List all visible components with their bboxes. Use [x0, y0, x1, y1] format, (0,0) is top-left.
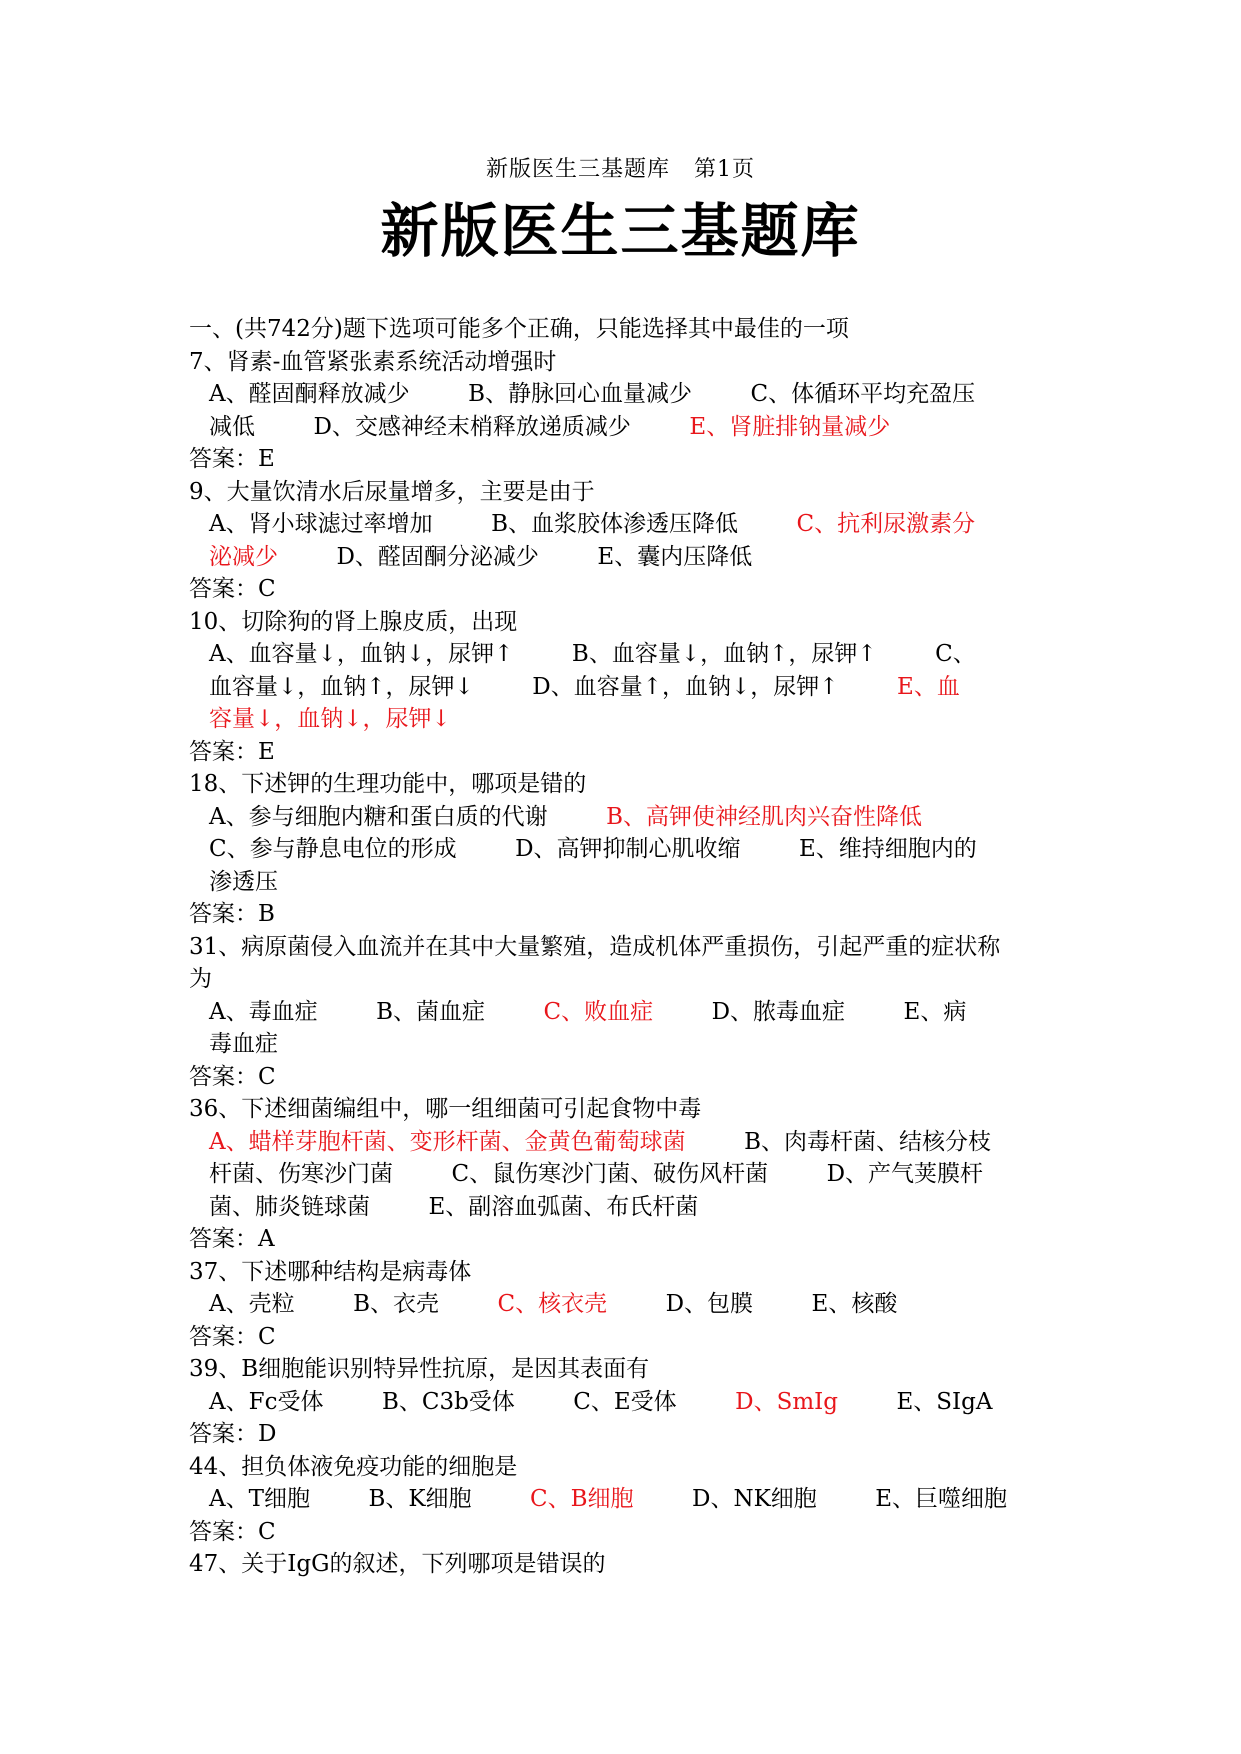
answer-line: 答案：C: [189, 576, 276, 602]
answer-line: 答案：C: [189, 1063, 276, 1090]
option-text: D、NK细胞 E、巨噬细胞: [633, 1486, 1008, 1512]
question-stem: 31、病原菌侵入血流并在其中大量繁殖，造成机体严重损伤，引起严重的症状称: [189, 933, 1001, 960]
option-text: D、脓毒血症 E、病: [653, 998, 967, 1025]
option-text: A、肾小球滤过率增加 B、血浆胶体渗透压降低: [209, 511, 797, 537]
options-line: [189, 411, 1069, 444]
option-text: A、血容量↓，血钠↓，尿钾↑ B、血容量↓，血钠↑，尿钾↑ C、: [209, 641, 976, 667]
header-doc-title: 新版医生三基题库: [485, 157, 670, 182]
option-text: 毒血症: [209, 1031, 278, 1057]
option-text: A、T细胞 B、K细胞: [209, 1486, 531, 1512]
option-text: D、醛固酮分泌减少 E、囊内压降低: [278, 543, 753, 570]
options-line: [189, 1191, 1069, 1224]
correct-option: C、抗利尿激素分: [796, 511, 976, 537]
options-line: [189, 1483, 1069, 1516]
answer-line: 答案：C: [189, 1518, 276, 1545]
question-stem: 7、肾素-血管紧张素系统活动增强时: [189, 348, 557, 375]
correct-option: C、败血症: [543, 998, 654, 1025]
answer-line: 答案：E: [189, 738, 275, 765]
options-line: [189, 541, 1069, 574]
option-text: 杆菌、伤寒沙门菌 C、鼠伤寒沙门菌、破伤风杆菌 D、产气荚膜杆: [209, 1161, 984, 1187]
running-header: [0, 152, 1241, 183]
question-stem: 37、下述哪种结构是病毒体: [189, 1258, 472, 1285]
correct-option: C、核衣壳: [497, 1291, 608, 1317]
options-line: [189, 703, 1069, 736]
question-stem: 9、大量饮清水后尿量增多，主要是由于: [189, 478, 595, 505]
option-text: 血容量↓，血钠↑，尿钾↓ D、血容量↑，血钠↓，尿钾↑: [209, 673, 898, 700]
section-intro: 一、(共742分)题下选项可能多个正确，只能选择其中最佳的一项: [189, 316, 849, 342]
options-line: [189, 508, 1069, 541]
correct-option: 泌减少: [209, 543, 278, 570]
option-text: 减低 D、交感神经末梢释放递质减少: [209, 413, 690, 440]
option-text: 菌、肺炎链球菌 E、副溶血弧菌、布氏杆菌: [209, 1193, 699, 1220]
option-text: A、毒血症 B、菌血症: [209, 998, 544, 1025]
options-line: [189, 1126, 1069, 1159]
options-line: [189, 671, 1069, 704]
question-stem: 10、切除狗的肾上腺皮质，出现: [189, 608, 518, 635]
question-stem: 47、关于IgG的叙述，下列哪项是错误的: [189, 1551, 606, 1577]
answer-line: 答案：A: [189, 1226, 275, 1252]
correct-option: E、肾脏排钠量减少: [689, 413, 891, 440]
question-list: [189, 313, 1069, 1581]
options-line: [189, 1386, 1069, 1419]
options-line: [189, 1288, 1069, 1321]
answer-line: 答案：D: [189, 1421, 277, 1447]
options-line: [189, 378, 1069, 411]
options-line: [189, 833, 1069, 866]
option-text: A、Fc受体 B、C3b受体 C、E受体: [209, 1388, 736, 1415]
correct-option: E、血: [897, 673, 960, 700]
options-line: [189, 1158, 1069, 1191]
options-line: [189, 866, 1069, 899]
correct-option: B、高钾使神经肌肉兴奋性降低: [606, 803, 923, 830]
options-line: [189, 801, 1069, 834]
question-stem: 44、担负体液免疫功能的细胞是: [189, 1453, 518, 1480]
option-text: A、壳粒 B、衣壳: [209, 1291, 498, 1317]
question-stem: 18、下述钾的生理功能中，哪项是错的: [189, 771, 587, 797]
question-stem: 36、下述细菌编组中，哪一组细菌可引起食物中毒: [189, 1096, 702, 1122]
page-title: 新版医生三基题库: [380, 197, 861, 265]
options-line: [189, 638, 1069, 671]
answer-line: 答案：C: [189, 1323, 276, 1350]
option-text: A、醛固酮释放减少 B、静脉回心血量减少 C、体循环平均充盈压: [209, 381, 976, 407]
correct-option: A、蜡样芽胞杆菌、变形杆菌、金黄色葡萄球菌: [209, 1128, 686, 1155]
option-text: C、参与静息电位的形成 D、高钾抑制心肌收缩 E、维持细胞内的: [209, 836, 977, 862]
header-page-label: 第1页: [694, 157, 755, 182]
options-line: [189, 996, 1069, 1029]
options-line: [189, 1028, 1069, 1061]
option-text: B、肉毒杆菌、结核分枝: [685, 1128, 992, 1155]
correct-option: D、SmIg: [735, 1388, 838, 1415]
option-text: 渗透压: [209, 868, 278, 895]
answer-line: 答案：E: [189, 446, 275, 472]
option-text: E、SIgA: [838, 1388, 993, 1415]
option-text: D、包膜 E、核酸: [607, 1291, 898, 1317]
option-text: A、参与细胞内糖和蛋白质的代谢: [209, 803, 607, 830]
question-stem-cont: 为: [189, 966, 212, 992]
question-stem: 39、B细胞能识别特异性抗原，是因其表面有: [189, 1356, 650, 1382]
correct-option: 容量↓，血钠↓，尿钾↓: [209, 706, 451, 732]
correct-option: C、B细胞: [530, 1486, 634, 1512]
answer-line: 答案：B: [189, 901, 275, 927]
